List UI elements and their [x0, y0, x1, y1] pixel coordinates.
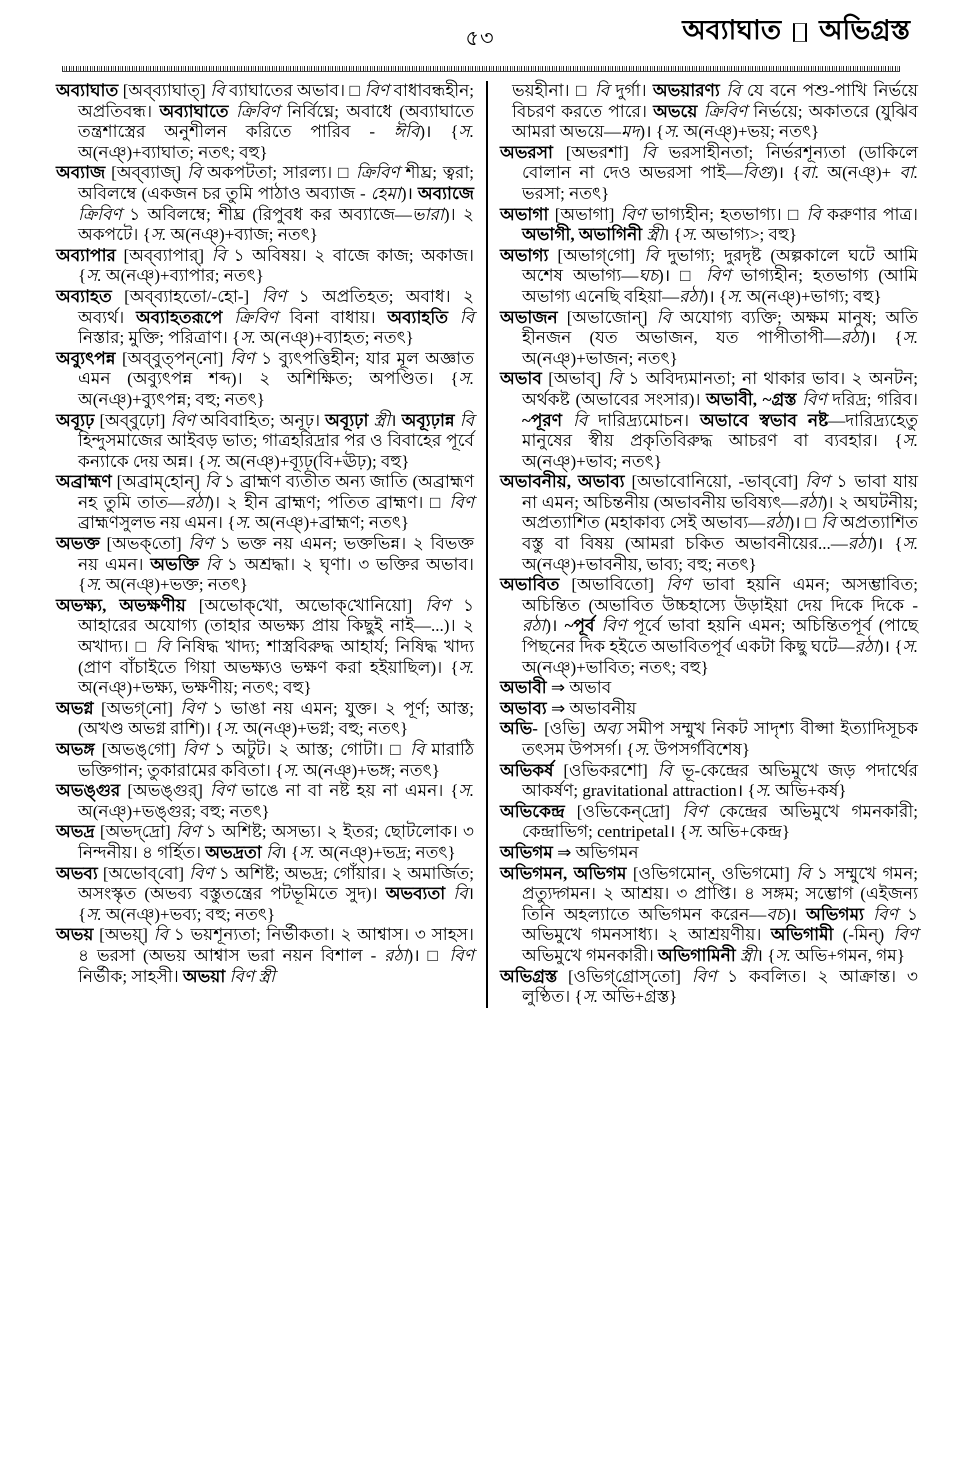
- guide-word-first: অব্যাঘাত: [682, 15, 782, 45]
- dictionary-entry: অভাজন [অভাজোন্] বি অযোগ্য ব্যক্তি; অক্ষম মানুষ; অতি হীনজন (যত অভাজন, যত পাপীতাপী—রঠা)। {স. অ(নঞ্)+ভাজন; নতৎ}: [500, 307, 918, 368]
- column-divider: [486, 81, 488, 1008]
- dictionary-entry: অভাব [অভাব্] বি ১ অবিদ্যমানতা; না থাকার ভাব। ২ অনটন; অর্থকষ্ট (অভাবের সংসার)। অভাবী, ~গ্রস্ত বিণ দরিদ্র; গরিব। ~পূরণ বি দারিদ্র্যমোচন। অভাবে স্বভাব নষ্ট—দারিদ্র্যহেতু মানুষের স্বীয় প্রকৃতিবিরুদ্ধ আচরণ বা ব্যবহার। {স. অ(নঞ্)+ভাব; নতৎ}: [500, 369, 919, 471]
- dictionary-entry: অভরসা [অভরশা] বি ভরসাহীনতা; নির্ভরশূন্যতা (ডাকিলে বোলান না দেও অভরসা পাই—বিগু)। {বা. অ(নঞ্)+ বা. ভরসা; নতৎ}: [500, 142, 919, 203]
- page-body: [0, 72, 960, 1008]
- entry-continuation: ভয়হীনা। □ বি দুর্গা। অভয়ারণ্য বি যে বনে পশু-পাখি নির্ভয়ে বিচরণ করতে পারে। অভয়ে ক্রিবিণ নির্ভয়ে; অকাতরে (যুঝিব আমরা অভয়ে—মদ)। {স. অ(নঞ্)+ভয়; নতৎ}: [512, 81, 918, 142]
- dictionary-entry: অব্যাঘাত [অব্‌ব্যাঘাত্] বি ব্যাঘাতের অভাব। □ বিণ বাধাবন্ধহীন; অপ্রতিবন্ধ। অব্যাঘাতে ক্রিবিণ নির্বিঘ্নে; অবাধে (অব্যাঘাতে তন্ত্রশাস্ত্রের অনুশীলন করিতে পারিব - ঈবি)। {স. অ(নঞ্)+ব্যাঘাত; নতৎ; বহু}: [56, 81, 475, 162]
- page-number: ৫৩: [465, 26, 495, 50]
- dictionary-entry: অভক্ষ্য, অভক্ষণীয় [অভোক্‌খো, অভোক্‌খোনিয়ো] বিণ ১ আহারের অযোগ্য (তাহার অভক্ষ্য প্রায় কিছুই নাই—...)। ২ অখাদ্য। □ বি নিষিদ্ধ খাদ্য; শাস্ত্রবিরুদ্ধ আহার্য; নিষিদ্ধ খাদ্য (প্রাণ বাঁচাইতে গিয়া অভক্ষ্যও ভক্ষণ করা হইয়াছিল)। {স. অ(নঞ্)+ভক্ষ্য, ভক্ষণীয়; নতৎ; বহু}: [56, 595, 474, 698]
- dictionary-entry: অভাব্য ⇒ অভাবনীয়: [500, 698, 637, 718]
- dictionary-entry: অব্যূঢ় [অব্‌বুঢ়ো] বিণ অবিবাহিত; অনূঢ়। অব্যূঢ়া স্ত্রী। অব্যূঢ়ান্ন বি হিন্দুসমাজের আইবড় ভাত; গাত্রহরিদ্রার পর ও বিবাহের পূর্বে কন্যাকে দেয় অন্ন। {স. অ(নঞ্)+ব্যূঢ়(বি+ঊঢ়); বহু}: [56, 410, 475, 471]
- dictionary-entry: অভগ্ন [অভগ্‌নো] বিণ ১ ভাঙা নয় এমন; যুক্ত। ২ পূর্ণ; আস্ত; (অখণ্ড অভগ্ন রাশি)। {স. অ(নঞ্)+ভগ্ন; বহু; নতৎ}: [56, 698, 474, 739]
- dictionary-entry: অভাবনীয়, অভাব্য [অভাবোনিয়ো, -ভাব্‌বো] বিণ ১ ভাবা যায় না এমন; অচিন্তনীয় (অভাবনীয় ভবিষ্যৎ—রঠা)। ২ অঘটনীয়; অপ্রত্যাশিত (মহাকাব্য সেই অভাব্য—রঠা)। □ বি অপ্রত্যাশিত বস্তু বা বিষয় (আমরা চকিত অভাবনীয়ের...—রঠা)। {স. অ(নঞ্)+ভাবনীয়, ভাব্য; বহু; নতৎ}: [500, 472, 919, 574]
- dictionary-entry: অব্যাহত [অব্‌ব্যাহতো/-হো-] বিণ ১ অপ্রতিহত; অবাধ। ২ অব্যর্থ। অব্যাহতরূপে ক্রিবিণ বিনা বাধায়। অব্যাহতি বি নিস্তার; মুক্তি; পরিত্রাণ। {স. অ(নঞ্)+ব্যাহত; নতৎ}: [56, 286, 475, 348]
- guide-separator-box-icon: [793, 23, 807, 42]
- dictionary-entry: অভাগা [অভাগা] বিণ ভাগ্যহীন; হতভাগ্য। □ বি করুণার পাত্র। অভাগী, অভাগিনী স্ত্রী। {স. অভাগ্য>; বহু}: [500, 204, 918, 245]
- dictionary-entry: অভিগমন, অভিগম [ওভিগমোন্, ওভিগমো] বি ১ সম্মুখে গমন; প্রত্যুদ্গমন। ২ আশ্রয়। ৩ প্রাপ্তি। ৪ সঙ্গম; সম্ভোগ (এইজন্য তিনি অহল্যাতে অভিগমন করেন—বচ)। অভিগম্য বিণ ১ অভিমুখে গমনসাধ্য। ২ আশ্রয়ণীয়। অভিগামী (-মিন্) বিণ অভিমুখে গমনকারী। অভিগামিনী স্ত্রী। {স. অভি+গমন, গম}: [500, 863, 919, 965]
- dictionary-entry: অব্রাহ্মণ [অব্রাম্‌হোন্] বি ১ ব্রাহ্মণ ব্যতীত অন্য জাতি (অব্রাহ্মণ নহ তুমি তাত—রঠা)। ২ হীন ব্রাহ্মণ; পতিত ব্রাহ্মণ। □ বিণ ব্রাহ্মণসুলভ নয় এমন। {স. অ(নঞ্)+ব্রাহ্মণ; নতৎ}: [56, 472, 474, 533]
- dictionary-entry: অভাবী ⇒ অভাব: [500, 678, 612, 698]
- dictionary-entry: অভঙ্গুর [অভঙ্‌গুর্] বিণ ভাঙে না বা নষ্ট হয় না এমন। {স. অ(নঞ্)+ভঙ্গুর; বহু; নতৎ}: [56, 781, 475, 821]
- dictionary-entry: অব্যাপার [অব্‌ব্যাপার্] বি ১ অবিষয়। ২ বাজে কাজ; অকাজ। {স. অ(নঞ্)+ব্যাপার; নতৎ}: [56, 245, 474, 286]
- dictionary-entry: অভিকর্ষ [ওভিকরশো] বি ভূ-কেন্দ্রের অভিমুখে জড় পদার্থের আকর্ষণ; gravitational attraction। {স. অভি+কর্ষ}: [500, 760, 918, 801]
- dictionary-entry: অভক্ত [অভক্‌তো] বিণ ১ ভক্ত নয় এমন; ভক্তভিন্ন। ২ বিভক্ত নয় এমন। অভক্তি বি ১ অশ্রদ্ধা। ২ ঘৃণা। ৩ ভক্তির অভাব। {স. অ(নঞ্)+ভক্ত; নতৎ}: [56, 534, 475, 595]
- dictionary-entry: অভয় [অভয়্] বি ১ ভয়শূন্যতা; নির্ভীকতা। ২ আশ্বাস। ৩ সাহস। ৪ ভরসা (অভয় আশ্বাস ভরা নয়ন বিশাল - রঠা)। □ বিণ নির্ভীক; সাহসী। অভয়া বিণ স্ত্রী: [56, 925, 474, 986]
- dictionary-entry: অভিগম ⇒ অভিগমন: [500, 842, 639, 862]
- dictionary-entry: অভাবিত [অভাবিতো] বিণ ভাবা হয়নি এমন; অসম্ভাবিত; অচিন্তিত (অভাবিত উচ্চহাস্যে উড়াইয়া দেয় দিকে দিকে - রঠা)। ~পূর্ব বিণ পূর্বে ভাবা হয়নি এমন; অচিন্তিতপূর্ব (পাছে পিছনের দিক হইতে অভাবিতপূর্ব একটা কিছু ঘটে—রঠা)। {স. অ(নঞ্)+ভাবিত; নতৎ; বহু}: [500, 575, 919, 677]
- dictionary-entry: অভঙ্গ [অভঙ্‌গো] বিণ ১ অটুট। ২ আস্ত; গোটা। □ বি মারাঠি ভক্তিগান; তুকারামের কবিতা। {স. অ(নঞ্)+ভঙ্গ; নতৎ}: [56, 740, 474, 780]
- page-header: [0, 0, 960, 60]
- dictionary-entry: অভব্য [অভোব্‌বো] বিণ ১ অশিষ্ট; অভদ্র; গোঁয়ার। ২ অমার্জিত; অসংস্কৃত (অভব্য বস্তুতন্ত্রের পটভূমিতে সুদ)। অভব্যতা বি। {স. অ(নঞ্)+ভব্য; বহু; নতৎ}: [56, 863, 475, 924]
- header-rule: [62, 66, 900, 72]
- dictionary-entry: অভিকেন্দ্র [ওভিকেন্‌দ্রো] বিণ কেন্দ্রের অভিমুখে গমনকারী; কেন্দ্রাভিগ; centripetal। {স. অভি+কেন্দ্র}: [500, 801, 918, 842]
- dictionary-entry: অব্যুৎপন্ন [অব্‌বুত্‌পন্‌নো] বিণ ১ ব্যুৎপত্তিহীন; যার মূল অজ্ঞাত এমন (অব্যুৎপন্ন শব্দ)। ২ অশিক্ষিত; অপণ্ডিত। {স. অ(নঞ্)+ব্যুৎপন্ন; বহু; নতৎ}: [56, 348, 474, 409]
- guide-word-last: অভিগ্রস্ত: [819, 15, 910, 45]
- dictionary-entry: অব্যাজ [অব্‌ব্যাজ্] বি অকপটতা; সারল্য। □ ক্রিবিণ শীঘ্র; ত্বরা; অবিলম্বে (একজন চর তুমি পাঠাও অব্যাজ - হেমা)। অব্যাজে ক্রিবিণ ১ অবিলম্বে; শীঘ্র (রিপুবধ কর অব্যাজে—ভারা)। ২ অকপটে। {স. অ(নঞ্)+ব্যাজ; নতৎ}: [56, 163, 475, 245]
- dictionary-entry: অভাগ্য [অভাগ্‌গো] বি দুভাগ্য; দুরদৃষ্ট (অল্পকালে ঘটে আমি অশেষ অভাগ্য—ঘচ)। □ বিণ ভাগ্যহীন; হতভাগ্য (আমি অভাগ্য এনেছি বহিয়া—রঠা)। {স. অ(নঞ্)+ভাগ্য; বহু}: [500, 245, 918, 306]
- guide-words: [682, 10, 910, 55]
- right-column: [500, 81, 918, 1008]
- dictionary-entry: অভি- [ওভি] অব্য সমীপ সম্মুখ নিকট সাদৃশ্য বীপ্সা ইত্যাদিসূচক তৎসম উপসর্গ। {স. উপসর্গবিশেষ}: [500, 719, 918, 759]
- dictionary-entry: অভিগ্রস্ত [ওভিগ্‌গ্রোস্‌তো] বিণ ১ কবলিত। ২ আক্রান্ত। ৩ লুণ্ঠিত। {স. অভি+গ্রস্ত}: [500, 966, 918, 1007]
- dictionary-entry: অভদ্র [অভদ্‌দ্রো] বিণ ১ অশিষ্ট; অসভ্য। ২ ইতর; ছোটলোক। ৩ নিন্দনীয়। ৪ গর্হিত। অভদ্রতা বি। {স. অ(নঞ্)+ভদ্র; নতৎ}: [56, 822, 474, 862]
- left-column: [56, 81, 474, 1008]
